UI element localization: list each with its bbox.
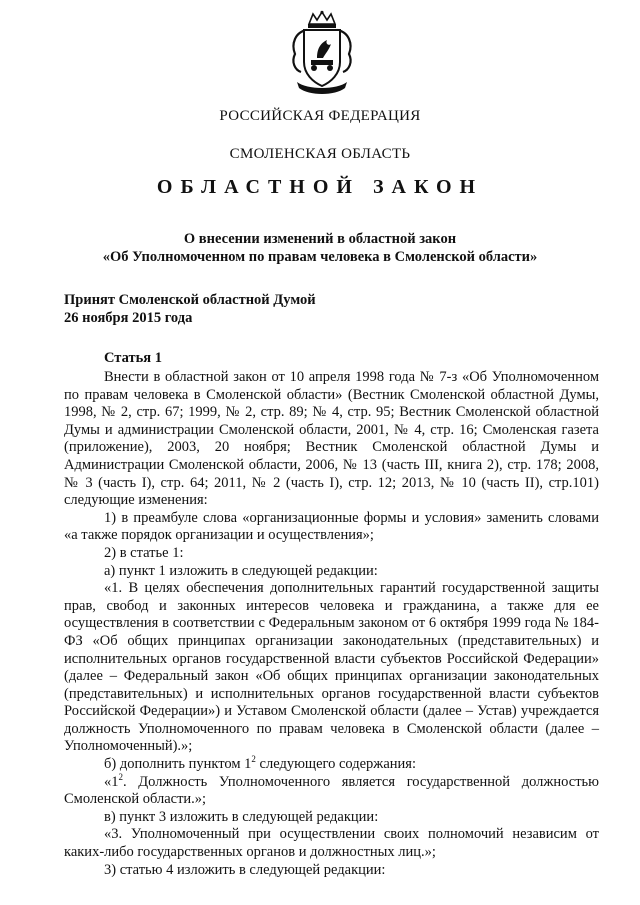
article-body [64,369,599,879]
coat-of-arms-icon [287,10,357,98]
adoption-date: 26 ноября 2015 года [64,310,193,326]
law-subject-line: «Об Уполномоченном по правам человека в Смоленской области» [102,249,538,265]
paragraph: в) пункт 3 изложить в следующей редакции: [104,808,379,825]
paragraph: а) пункт 1 изложить в следующей редакции: [104,562,378,579]
country-heading: РОССИЙСКАЯ ФЕДЕРАЦИЯ [219,108,421,124]
superscript: 2 [251,754,256,765]
paragraph [64,771,599,809]
paragraph: «3. Уполномоченный при осуществлении своих полномочий независим от каких-либо государственных органов и должностных лиц.»; [64,826,599,861]
paragraph: 1) в преамбуле слова «организационные формы и условия» заменить словами «а также порядок организации и осуществления»; [64,509,599,544]
paragraph-text: следующего содержания: [255,756,416,773]
superscript: 2 [118,771,123,782]
adoption-body: Принят Смоленской областной Думой [64,292,316,308]
document-type-heading: ОБЛАСТНОЙ ЗАКОН [156,176,484,198]
law-subject [0,230,640,266]
paragraph: «1. В целях обеспечения дополнительных гарантий государственной защиты прав, свобод и законных интересов человека и гражданина, а также для ее осуществления в соответствии с Федеральным законом от 6 октября 1999 года № 184-ФЗ «Об общих принципах организации законодательных (представительных) и исполнительных органов государственной власти субъектов Российской Федерации» (далее – Федеральный закон «Об общих принципах организации законодательных (представительных) и исполнительных органов государственной власти субъектов Российской Федерации») и Уставом Смоленской области (далее – Устав) учреждается должность Уполномоченного по правам человека в Смоленской области (далее – Уполномоченный).»; [64,580,599,755]
paragraph-text: «1 [104,773,119,790]
paragraph-text: . Должность Уполномоченного является государственной должностью Смоленской области.»; [64,773,599,808]
paragraph: Внести в областной закон от 10 апреля 1998 года № 7-з «Об Уполномоченном по правам человека в Смоленской области» (Вестник Смоленской областной Думы, 1998, № 2, стр. 67; 1999, № 2, стр. 89; № 4, стр. 95; Вестник Смоленской областной Думы и администрации Смоленской области, 2001, № 4, стр. 16; Смоленская газета (приложение), 2003, 20 ноября; Вестник Смоленской областной Думы и Администрации Смоленской области, 2006, № 13 (часть III, книга 2), стр. 178; 2008, № 3 (часть I), стр. 64; 2011, № 2 (часть I), стр. 12; 2013, № 10 (часть II), стр.101) следующие изменения: [64,369,599,509]
article-title: Статья 1 [104,350,162,366]
paragraph-text: б) дополнить пунктом 1 [104,756,252,773]
paragraph: 3) статью 4 изложить в следующей редакции: [104,861,386,878]
paragraph: 2) в статье 1: [104,544,184,561]
adoption-note [64,291,316,327]
region-heading: СМОЛЕНСКАЯ ОБЛАСТЬ [229,146,411,162]
paragraph [64,756,599,774]
law-subject-line: О внесении изменений в областной закон [183,231,457,247]
